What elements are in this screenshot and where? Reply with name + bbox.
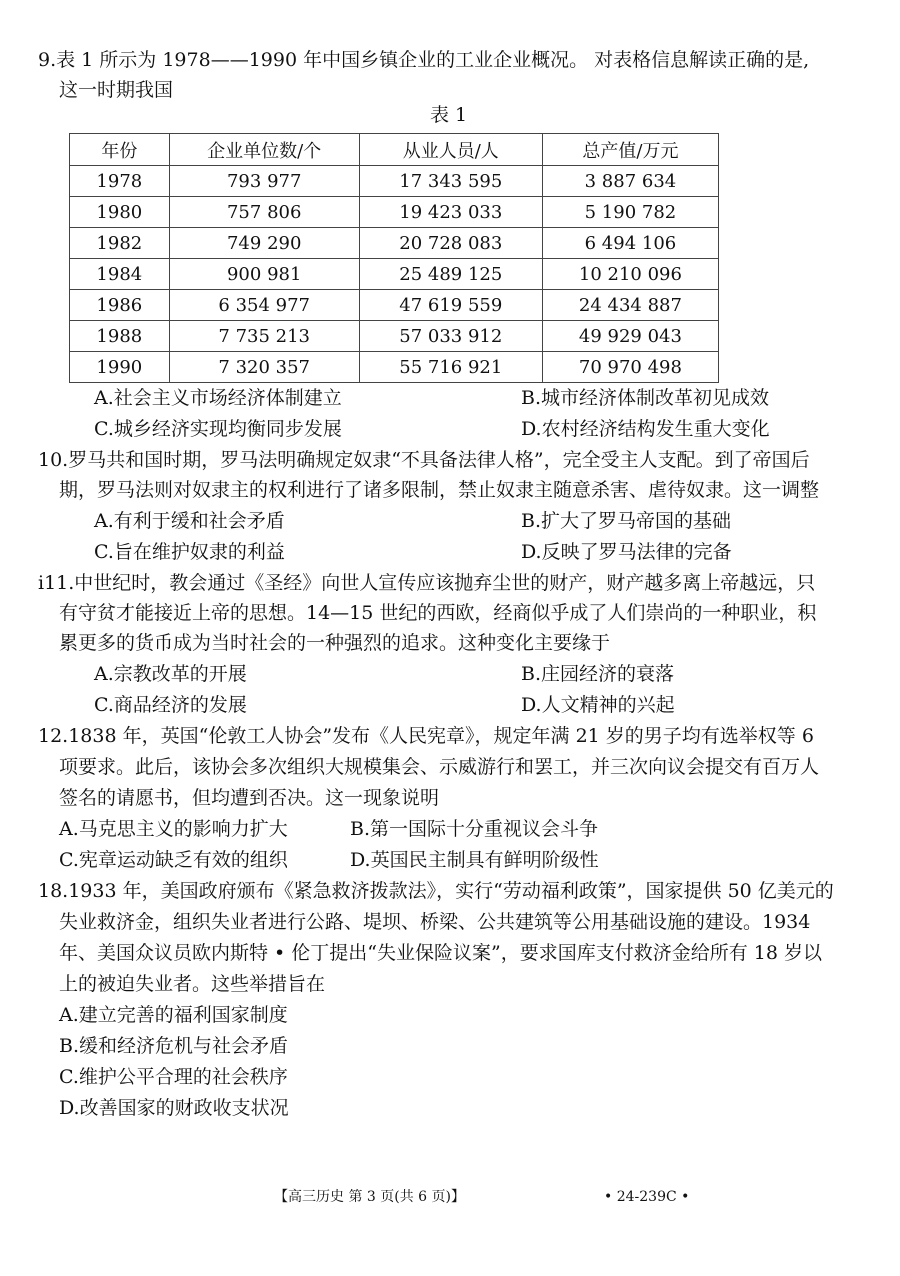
table-cell: 7 320 357 <box>169 352 359 383</box>
table-cell: 1980 <box>70 197 170 228</box>
table-header-row <box>70 134 719 166</box>
table-cell: 20 728 083 <box>359 228 542 259</box>
q12-option-d: D.英国民主制具有鲜明阶级性 <box>350 849 599 871</box>
table-row <box>70 197 719 228</box>
q9-option-c: C.城乡经济实现均衡同步发展 <box>94 418 342 440</box>
table-cell: 6 494 106 <box>542 228 718 259</box>
page-footer-code: • 24-239C • <box>604 1189 690 1205</box>
table-cell: 793 977 <box>169 166 359 197</box>
q12-stem-line1: 12.1838 年，英国“伦敦工人协会”发布《人民宪章》，规定年满 21 岁的男子均有选举权等 6 <box>38 725 814 747</box>
q9-option-b: B.城市经济体制改革初见成效 <box>521 387 770 409</box>
q11-option-b: B.庄园经济的衰落 <box>521 663 675 685</box>
page-footer-info: 【高三历史 第 3 页(共 6 页)】 <box>274 1189 465 1205</box>
q12-option-a: A.马克思主义的影响力扩大 <box>59 818 288 840</box>
table-cell: 757 806 <box>169 197 359 228</box>
table-row <box>70 259 719 290</box>
table-cell: 900 981 <box>169 259 359 290</box>
q11-option-c: C.商品经济的发展 <box>94 694 247 716</box>
table-cell: 6 354 977 <box>169 290 359 321</box>
table-cell: 5 190 782 <box>542 197 718 228</box>
table-cell: 1988 <box>70 321 170 352</box>
table-cell: 47 619 559 <box>359 290 542 321</box>
table-caption: 表 1 <box>430 104 468 126</box>
q13-stem-line1: 18.1933 年，美国政府颁布《紧急救济拨款法》，实行“劳动福利政策”，国家提供 50 亿美元的 <box>38 880 834 902</box>
table-row <box>70 321 719 352</box>
table-cell: 49 929 043 <box>542 321 718 352</box>
q10-stem-line1: 10.罗马共和国时期，罗马法明确规定奴隶“不具备法律人格”，完全受主人支配。到了帝国后 <box>38 449 810 471</box>
q13-option-a: A.建立完善的福利国家制度 <box>59 1004 288 1026</box>
table-cell: 19 423 033 <box>359 197 542 228</box>
q10-option-d: D.反映了罗马法律的完备 <box>521 541 732 563</box>
data-table <box>69 133 719 383</box>
table-cell: 55 716 921 <box>359 352 542 383</box>
table-cell: 749 290 <box>169 228 359 259</box>
table-cell: 24 434 887 <box>542 290 718 321</box>
q12-stem-line2: 项要求。此后，该协会多次组织大规模集会、示威游行和罢工，并三次向议会提交有百万人 <box>59 756 820 778</box>
q9-option-d: D.农村经济结构发生重大变化 <box>521 418 770 440</box>
table-cell: 17 343 595 <box>359 166 542 197</box>
table-cell: 10 210 096 <box>542 259 718 290</box>
q9-stem-line1: 9.表 1 所示为 1978——1990 年中国乡镇企业的工业企业概况。 对表格信息解读正确的是, <box>38 49 810 71</box>
table-cell: 1990 <box>70 352 170 383</box>
q13-stem-line3: 年、美国众议员欧内斯特 • 伦丁提出“失业保险议案”，要求国库支付救济金给所有 18 岁以 <box>59 942 822 964</box>
q12-stem-line3: 签名的请愿书，但均遭到否决。这一现象说明 <box>59 787 440 809</box>
table-cell: 25 489 125 <box>359 259 542 290</box>
table-header: 企业单位数/个 <box>169 134 359 166</box>
q11-stem-line3: 累更多的货币成为当时社会的一种强烈的追求。这种变化主要缘于 <box>59 632 611 654</box>
q12-option-b: B.第一国际十分重视议会斗争 <box>350 818 599 840</box>
table-cell: 70 970 498 <box>542 352 718 383</box>
q11-stem-line1: i11.中世纪时，教会通过《圣经》向世人宣传应该抛弃尘世的财产，财产越多离上帝越远，只 <box>38 572 816 594</box>
table-cell: 7 735 213 <box>169 321 359 352</box>
q10-stem-line2: 期，罗马法则对奴隶主的权利进行了诸多限制，禁止奴隶主随意杀害、虐待奴隶。这一调整 <box>59 479 820 501</box>
table-header: 年份 <box>70 134 170 166</box>
q11-option-a: A.宗教改革的开展 <box>94 663 247 685</box>
q13-option-c: C.维护公平合理的社会秩序 <box>59 1066 288 1088</box>
table-cell: 3 887 634 <box>542 166 718 197</box>
q9-option-a: A.社会主义市场经济体制建立 <box>94 387 342 409</box>
table-row <box>70 352 719 383</box>
q13-stem-line2: 失业救济金，组织失业者进行公路、堤坝、桥梁、公共建筑等公用基础设施的建设。1934 <box>59 911 811 933</box>
table-cell: 1978 <box>70 166 170 197</box>
q10-option-a: A.有利于缓和社会矛盾 <box>94 510 285 532</box>
table-header: 总产值/万元 <box>542 134 718 166</box>
table-row <box>70 228 719 259</box>
q13-option-b: B.缓和经济危机与社会矛盾 <box>59 1035 289 1057</box>
q11-stem-line2: 有守贫才能接近上帝的思想。14—15 世纪的西欧，经商似乎成了人们崇尚的一种职业，积 <box>59 602 817 624</box>
table-row <box>70 290 719 321</box>
q13-option-d: D.改善国家的财政收支状况 <box>59 1097 289 1119</box>
q9-stem-line2: 这一时期我国 <box>59 79 174 101</box>
q12-option-c: C.宪章运动缺乏有效的组织 <box>59 849 288 871</box>
table-cell: 1984 <box>70 259 170 290</box>
table-cell: 1982 <box>70 228 170 259</box>
table-header: 从业人员/人 <box>359 134 542 166</box>
table-cell: 1986 <box>70 290 170 321</box>
table-cell: 57 033 912 <box>359 321 542 352</box>
q13-stem-line4: 上的被迫失业者。这些举措旨在 <box>59 973 326 995</box>
table-row <box>70 166 719 197</box>
q10-option-c: C.旨在维护奴隶的利益 <box>94 541 285 563</box>
q11-option-d: D.人文精神的兴起 <box>521 694 675 716</box>
q10-option-b: B.扩大了罗马帝国的基础 <box>521 510 732 532</box>
